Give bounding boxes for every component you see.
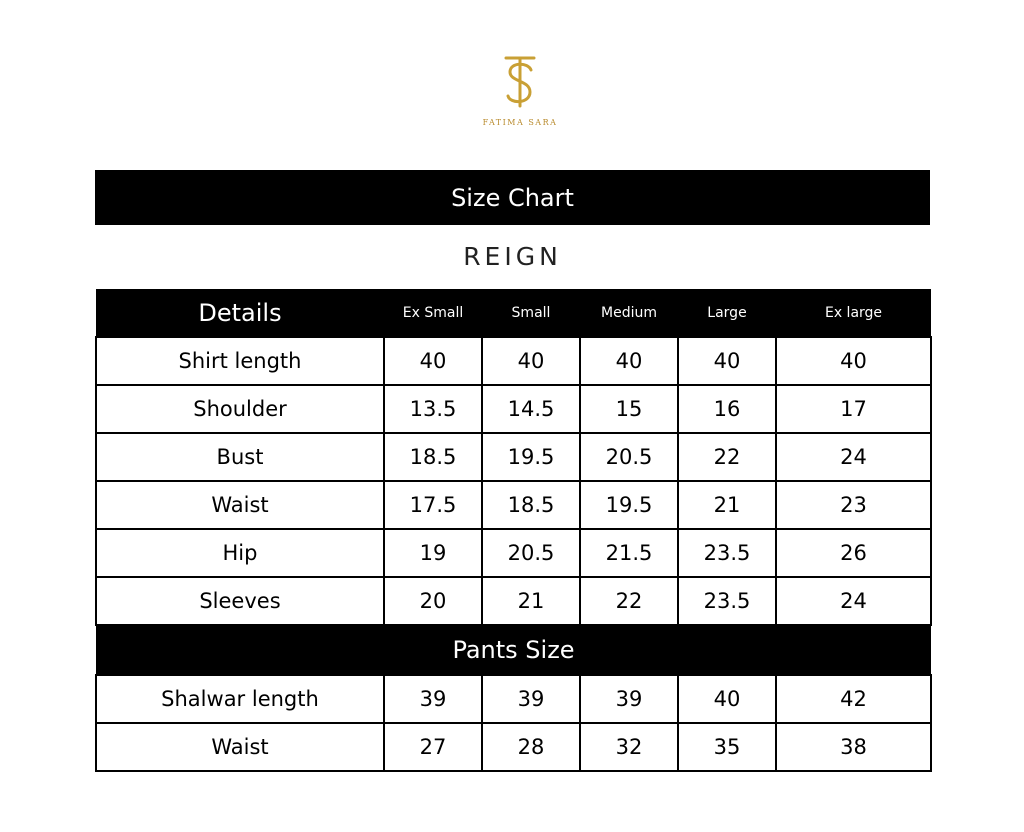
table-row xyxy=(96,337,931,385)
cell-value: 22 xyxy=(580,577,678,625)
cell-value: 13.5 xyxy=(384,385,482,433)
cell-value: 24 xyxy=(776,577,931,625)
brand-logo xyxy=(470,50,570,135)
cell-value: 23 xyxy=(776,481,931,529)
cell-value: 19 xyxy=(384,529,482,577)
cell-value: 18.5 xyxy=(482,481,580,529)
header-size-ex-small: Ex Small xyxy=(402,304,464,321)
row-label: Shalwar length xyxy=(96,675,384,723)
pants-section-row xyxy=(96,625,931,675)
table-row xyxy=(96,723,931,771)
row-label: Waist xyxy=(96,723,384,771)
cell-value: 39 xyxy=(580,675,678,723)
cell-value: 21 xyxy=(678,481,776,529)
size-table xyxy=(95,289,932,772)
cell-value: 40 xyxy=(678,337,776,385)
cell-value: 20 xyxy=(384,577,482,625)
header-details: Details xyxy=(198,298,282,327)
cell-value: 40 xyxy=(482,337,580,385)
cell-value: 19.5 xyxy=(580,481,678,529)
cell-value: 21.5 xyxy=(580,529,678,577)
brand-name: FATIMA SARA xyxy=(482,118,558,127)
row-label: Shoulder xyxy=(96,385,384,433)
table-row xyxy=(96,433,931,481)
row-label: Sleeves xyxy=(96,577,384,625)
table-row xyxy=(96,577,931,625)
cell-value: 19.5 xyxy=(482,433,580,481)
cell-value: 15 xyxy=(580,385,678,433)
cell-value: 35 xyxy=(678,723,776,771)
fs-monogram-icon xyxy=(500,50,540,112)
header-size-medium: Medium xyxy=(601,304,657,321)
cell-value: 21 xyxy=(482,577,580,625)
cell-value: 32 xyxy=(580,723,678,771)
cell-value: 20.5 xyxy=(482,529,580,577)
cell-value: 22 xyxy=(678,433,776,481)
header-size-small: Small xyxy=(511,304,551,321)
cell-value: 14.5 xyxy=(482,385,580,433)
row-label: Waist xyxy=(96,481,384,529)
cell-value: 28 xyxy=(482,723,580,771)
collection-name: REIGN xyxy=(463,242,562,271)
cell-value: 17.5 xyxy=(384,481,482,529)
page-title: Size Chart xyxy=(451,183,574,212)
header-size-ex-large: Ex large xyxy=(824,304,883,321)
cell-value: 24 xyxy=(776,433,931,481)
cell-value: 16 xyxy=(678,385,776,433)
cell-value: 39 xyxy=(482,675,580,723)
table-row xyxy=(96,481,931,529)
cell-value: 40 xyxy=(678,675,776,723)
size-chart-title-bar xyxy=(95,170,930,225)
cell-value: 42 xyxy=(776,675,931,723)
cell-value: 39 xyxy=(384,675,482,723)
cell-value: 18.5 xyxy=(384,433,482,481)
cell-value: 40 xyxy=(776,337,931,385)
pants-section-title: Pants Size xyxy=(452,636,575,664)
cell-value: 23.5 xyxy=(678,577,776,625)
row-label: Shirt length xyxy=(96,337,384,385)
cell-value: 27 xyxy=(384,723,482,771)
cell-value: 20.5 xyxy=(580,433,678,481)
cell-value: 38 xyxy=(776,723,931,771)
cell-value: 23.5 xyxy=(678,529,776,577)
table-row xyxy=(96,529,931,577)
row-label: Bust xyxy=(96,433,384,481)
table-row xyxy=(96,675,931,723)
table-row xyxy=(96,385,931,433)
cell-value: 40 xyxy=(384,337,482,385)
row-label: Hip xyxy=(96,529,384,577)
cell-value: 17 xyxy=(776,385,931,433)
header-size-large: Large xyxy=(707,304,747,321)
cell-value: 40 xyxy=(580,337,678,385)
table-header-row xyxy=(96,289,931,337)
cell-value: 26 xyxy=(776,529,931,577)
